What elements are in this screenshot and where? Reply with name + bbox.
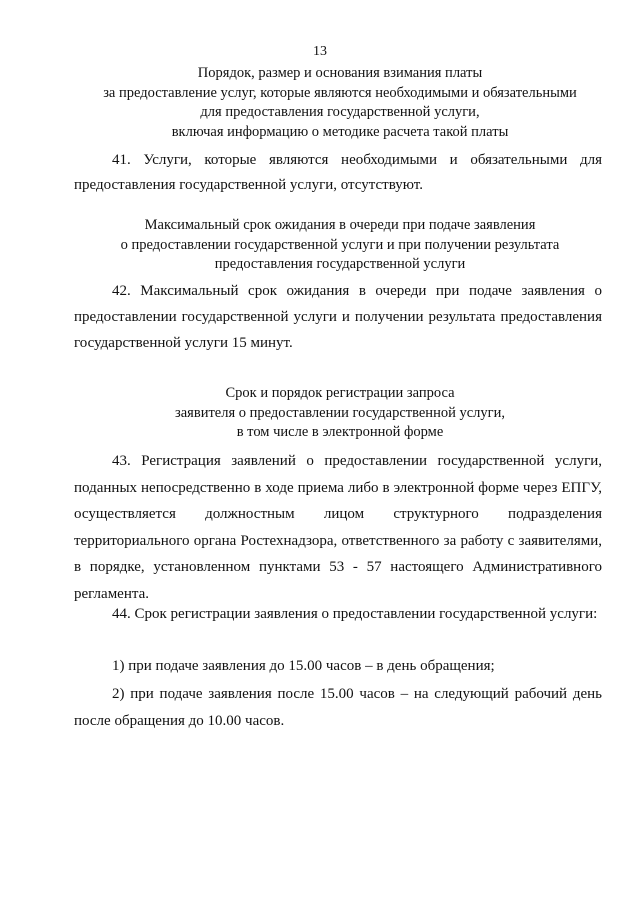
paragraph-42: 42. Максимальный срок ожидания в очереди при подаче заявления о предоставлении государственной услуги и получении результата предоставления государственной услуги 15 минут. xyxy=(74,283,602,351)
section-heading-fees xyxy=(60,64,620,142)
heading-line: Порядок, размер и основания взимания платы xyxy=(197,65,483,81)
paragraph-44-item-2: 2) при подаче заявления после 15.00 часов – на следующий рабочий день после обращения до 10.00 часов. xyxy=(74,686,602,729)
heading-line: Срок и порядок регистрации запроса xyxy=(225,385,455,401)
heading-line: для предоставления государственной услуги, xyxy=(200,104,480,120)
heading-line: включая информацию о методике расчета такой платы xyxy=(171,123,509,140)
section-heading-registration xyxy=(60,384,620,443)
heading-line: заявителя о предоставлении государственной услуги, xyxy=(175,404,505,421)
paragraph-43: 43. Регистрация заявлений о предоставлении государственной услуги, поданных непосредственно в ходе приема либо в электронной форме через ЕПГУ, осуществляется должностным лицом структурного подразделения территориального органа Ростехнадзора, ответственного за работу с заявителями, в порядке, установленном пунктами 53 - 57 настоящего Административного регламента. xyxy=(74,453,602,602)
paragraph-41: 41. Услуги, которые являются необходимыми и обязательными для предоставления государственной услуги, отсутствуют. xyxy=(74,152,602,193)
paragraph-44: 44. Срок регистрации заявления о предоставлении государственной услуги: xyxy=(112,606,598,622)
paragraph-44-item-1: 1) при подаче заявления до 15.00 часов – в день обращения; xyxy=(112,658,495,674)
heading-line: о предоставлении государственной услуги и при получении результата xyxy=(120,236,560,253)
heading-line: в том числе в электронной форме xyxy=(236,424,444,440)
heading-line: за предоставление услуг, которые являются необходимыми и обязательными xyxy=(103,84,577,101)
section-heading-queue-time xyxy=(60,216,620,275)
page-number: 13 xyxy=(313,44,327,59)
heading-line: Максимальный срок ожидания в очереди при подаче заявления xyxy=(144,217,536,233)
heading-line: предоставления государственной услуги xyxy=(214,256,466,272)
